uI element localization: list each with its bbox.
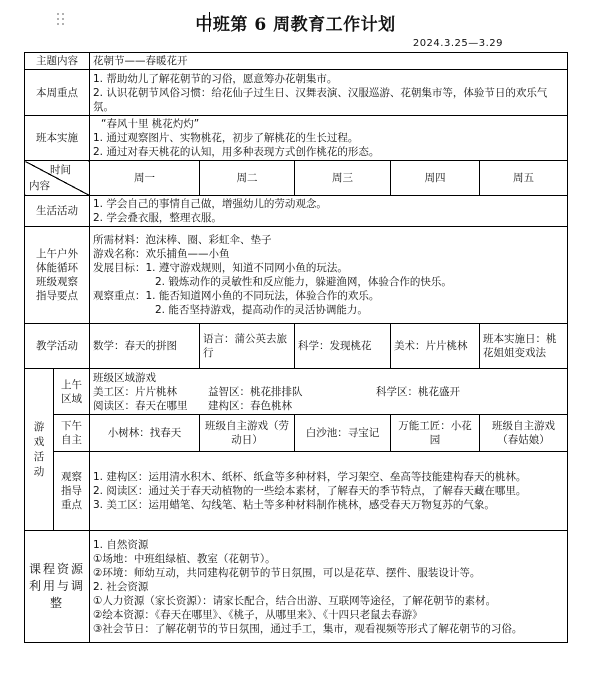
pm-cell: 班级自主游戏（劳动日） <box>200 415 295 452</box>
theme-label: 主题内容 <box>25 53 90 70</box>
life-line: 1. 学会自己的事情自己做，增强幼儿的劳动观念。 <box>93 198 327 210</box>
resources-line: ①场地：中班组绿植、教室（花朝节）。 <box>93 552 276 565</box>
weekly-focus-line: 1. 帮助幼儿了解花朝节的习俗，愿意筹办花朝集市。 <box>93 72 338 85</box>
outdoor-materials: 所需材料：泡沫棒、圈、彩虹伞、垫子 <box>93 234 272 246</box>
game-am-row <box>25 369 568 415</box>
resources-line: ③社会节日：了解花朝节的节日氛围，通过手工，集市，观看视频等形式了解花朝节的习俗。 <box>93 622 523 635</box>
theme-row <box>25 53 568 70</box>
outdoor-label: 上午户外体能循环班级观察指导要点 <box>25 227 90 324</box>
goal-item: 2. 锻炼动作的灵敏性和反应能力，躲避渔网，体验合作的快乐。 <box>155 276 452 288</box>
day-header: 周二 <box>200 161 295 196</box>
game-obs-line: 1. 建构区：运用清水积木、纸杯、纸盒等多种材料，学习架空、垒高等技能建构春天的桃林。 <box>93 471 527 483</box>
teaching-cell: 美术：片片桃林 <box>391 324 480 369</box>
resources-row <box>25 531 568 643</box>
weekly-focus-label: 本周重点 <box>25 70 90 116</box>
day-header: 周一 <box>90 161 200 196</box>
weekly-focus-line: 2. 认识花朝节风俗习惯：给花仙子过生日、汉舞表演、汉服巡游、花朝集市等，体验节日的欢乐气氛。 <box>93 86 548 113</box>
weekly-plan-table <box>24 52 568 643</box>
weekly-focus-content <box>90 70 568 116</box>
resources-line: ①人力资源（家长资源）：请家长配合，结合出游、互联网等途径，了解花朝节的素材。 <box>93 594 497 607</box>
game-obs-label: 观察指导重点 <box>54 452 90 531</box>
teaching-cell: 班本实施日：桃花姐姐变戏法 <box>480 324 568 369</box>
area-item: 阅读区：春天在哪里 <box>93 399 188 412</box>
weekly-focus-row <box>25 70 568 116</box>
game-am-line1 <box>93 385 564 399</box>
game-am-line2 <box>93 399 564 413</box>
class-practice-line: 2. 通过对春天桃花的认知，用多种表现方式创作桃花的形态。 <box>93 146 380 158</box>
day-header: 周四 <box>391 161 480 196</box>
pm-cell: 万能工匠：小花园 <box>391 415 480 452</box>
class-practice-label: 班本实施 <box>25 116 90 161</box>
game-am-title: 班级区域游戏 <box>93 371 156 384</box>
outdoor-content <box>90 227 568 324</box>
pm-cell: 白沙池：寻宝记 <box>295 415 391 452</box>
pm-cell: 班级自主游戏（春姑娘） <box>480 415 568 452</box>
diagonal-header-cell <box>25 161 90 196</box>
game-obs-content <box>90 452 568 531</box>
area-item: 科学区：桃花盛开 <box>376 385 460 398</box>
life-label: 生活活动 <box>25 196 90 227</box>
area-item: 建构区：春色桃林 <box>208 399 292 412</box>
goal-label: 发展目标： <box>93 262 146 274</box>
teaching-label: 教学活动 <box>25 324 90 369</box>
class-practice-line: “春风十里 桃花灼灼” <box>101 118 200 130</box>
day-header: 周五 <box>480 161 568 196</box>
teaching-row <box>25 324 568 369</box>
resources-line: ②绘本资源：《春天在哪里》、《桃子，从哪里来》、《十四只老鼠去春游》 <box>93 608 423 621</box>
class-practice-line: 1. 通过观察图片、实物桃花，初步了解桃花的生长过程。 <box>93 132 359 144</box>
resources-label: 课程资源利用与调整 <box>25 531 90 643</box>
game-pm-row <box>25 415 568 452</box>
weekday-header-row <box>25 161 568 196</box>
page-title: 中班第 6 周教育工作计划 <box>195 15 396 35</box>
resources-line: 2. 社会资源 <box>93 580 149 593</box>
corner-content-label: 内容 <box>29 180 50 192</box>
theme-value: 花朝节——春暖花开 <box>90 53 568 70</box>
outdoor-game-name: 游戏名称：欢乐捕鱼——小鱼 <box>93 248 230 260</box>
game-label-cell <box>25 369 54 531</box>
outdoor-row <box>25 227 568 324</box>
game-obs-line: 2. 阅读区：通过关于春天动植物的一些绘本素材，了解春天的季节特点，了解春天藏在哪里。 <box>93 485 527 497</box>
teaching-cell: 科学：发现桃花 <box>295 324 391 369</box>
area-item: 益智区：桃花排排队 <box>208 385 303 398</box>
resources-content <box>90 531 568 643</box>
game-obs-row <box>25 452 568 531</box>
resources-line: 1. 自然资源 <box>93 538 149 551</box>
goal-item: 1. 遵守游戏规则，知道不同网小鱼的玩法。 <box>145 262 348 274</box>
teaching-cell: 语言：蒲公英去旅行 <box>200 324 295 369</box>
obs-item: 1. 能否知道网小鱼的不同玩法，体验合作的欢乐。 <box>145 290 380 302</box>
class-practice-row <box>25 116 568 161</box>
resources-line: ②环境：师幼互动，共同建构花朝节的节日氛围，可以是花草、摆件、服装设计等。 <box>93 566 481 579</box>
life-content <box>90 196 568 227</box>
game-label: 游戏活动 <box>33 420 45 478</box>
day-header: 周三 <box>295 161 391 196</box>
outdoor-obs-line <box>93 289 564 303</box>
obs-item: 2. 能否坚持游戏，提高动作的灵活协调能力。 <box>155 304 368 316</box>
game-obs-line: 3. 美工区：运用蜡笔、勾线笔、粘土等多种材料制作桃林，感受春天万物复苏的气象。 <box>93 499 495 511</box>
game-am-content <box>90 369 568 415</box>
date-range: 2024.3.25—3.29 <box>412 38 503 49</box>
pm-cell: 小树林：找春天 <box>90 415 200 452</box>
game-am-label: 上午区域 <box>54 369 90 415</box>
game-pm-label: 下午自主 <box>54 415 90 452</box>
outdoor-goal-line <box>93 261 564 275</box>
corner-time-label: 时间 <box>50 164 71 176</box>
life-line: 2. 学会叠衣服，整理衣服。 <box>93 212 222 224</box>
obs-label: 观察重点： <box>93 290 146 302</box>
life-row <box>25 196 568 227</box>
teaching-cell: 数学：春天的拼图 <box>90 324 200 369</box>
class-practice-content <box>90 116 568 161</box>
area-item: 美工区：片片桃林 <box>93 385 177 398</box>
